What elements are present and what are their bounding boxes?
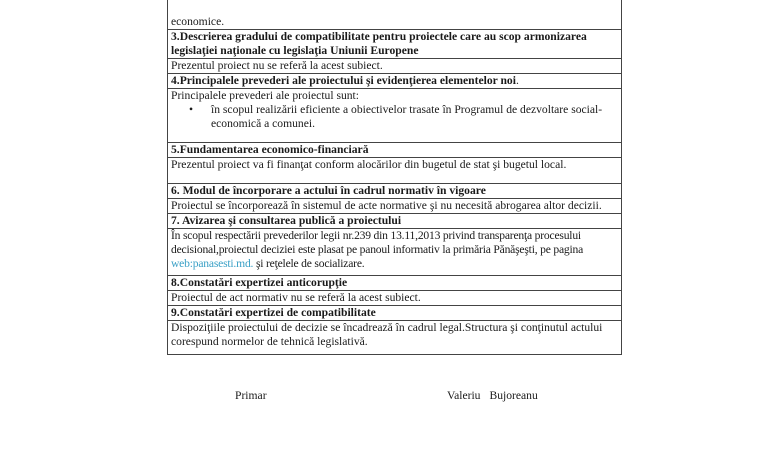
signature-last-name: Bujoreanu — [489, 389, 538, 402]
section-4-heading-suffix: . — [515, 74, 519, 87]
bullet-text: în scopul realizării eficiente a obiectivelor trasate în Programul de dezvoltare social-economică a comunei. — [211, 103, 603, 130]
section-9-body-text: Dispoziţiile proiectului de decizie se încadrează în cadrul legal.Structura şi conţinutul actului corespund normelor de tehnică legislativă. — [171, 321, 603, 348]
table-row — [168, 0, 622, 30]
section-6-heading: 6. Modul de încorporare a actului în cadrul normativ în vigoare — [168, 184, 622, 199]
signature-first-name: Valeriu — [447, 389, 481, 402]
section-6-body-row — [168, 199, 622, 214]
section-7-heading: 7. Avizarea şi consultarea publică a proiectului — [168, 214, 622, 229]
section-8-body: Proiectul de act normativ nu se referă la acest subiect. — [168, 291, 622, 306]
section-4-bullet-list — [171, 103, 618, 131]
section-4-body — [168, 89, 622, 143]
section-8-body-row — [168, 291, 622, 306]
section-6-body: Proiectul se încorporează în sistemul de acte normative şi nu necesită abrogarea altor decizii. — [168, 199, 622, 214]
list-item — [189, 103, 618, 131]
section-5-heading: 5.Fundamentarea economico-financiară — [168, 143, 622, 158]
section-4-heading — [168, 74, 622, 89]
section-9-heading: 9.Constatări expertizei de compatibilitate — [168, 306, 622, 321]
section-9-body-row — [168, 321, 622, 355]
top-fragment — [168, 0, 622, 30]
section-3-body-row — [168, 59, 622, 74]
section-3-body: Prezentul proiect nu se referă la acest subiect. — [168, 59, 622, 74]
section-5-body-row — [168, 158, 622, 184]
section-7-body-row — [168, 229, 622, 276]
section-8-heading-row — [168, 276, 622, 291]
bullet-icon: • — [189, 103, 194, 116]
explanatory-note-table — [167, 0, 622, 355]
section-8-heading: 8.Constatări expertizei anticorupţie — [168, 276, 622, 291]
section-7-body — [168, 229, 622, 276]
section-4-heading-text: 4.Principalele prevederi ale proiectului şi evidenţierea elementelor noi — [171, 74, 516, 87]
section-7-body-text-end: şi reţelele de socializare. — [253, 257, 365, 270]
top-fragment-text: economice. — [171, 15, 225, 28]
section-5-body — [168, 158, 622, 184]
section-4-body-row — [168, 89, 622, 143]
signature-title: Primar — [235, 389, 267, 402]
section-7-body-text: În scopul respectării prevederilor legii nr.239 din 13.11,2013 privind transparenţa procesului decisional,proiectul deciziei este plasat pe panoul informativ la primăria Pănăşeşti, pe pagina — [171, 229, 584, 256]
section-9-heading-row — [168, 306, 622, 321]
section-5-body-text: Prezentul proiect va fi finanţat conform alocărilor din bugetul de stat şi bugetul local. — [171, 158, 567, 171]
website-link[interactable]: web:panasesti.md. — [171, 257, 254, 270]
section-3-heading-row — [168, 30, 622, 59]
section-3-heading: 3.Descrierea gradului de compatibilitate pentru proiectele care au scop armonizarea legislaţiei naţionale cu legislaţia Uniunii Europene — [168, 30, 622, 59]
signature-name — [447, 389, 538, 402]
section-4-heading-row — [168, 74, 622, 89]
section-7-heading-row — [168, 214, 622, 229]
section-9-body — [168, 321, 622, 355]
section-6-heading-row — [168, 184, 622, 199]
section-4-intro: Principalele prevederi ale proiectul sunt: — [171, 89, 360, 102]
section-5-heading-row — [168, 143, 622, 158]
